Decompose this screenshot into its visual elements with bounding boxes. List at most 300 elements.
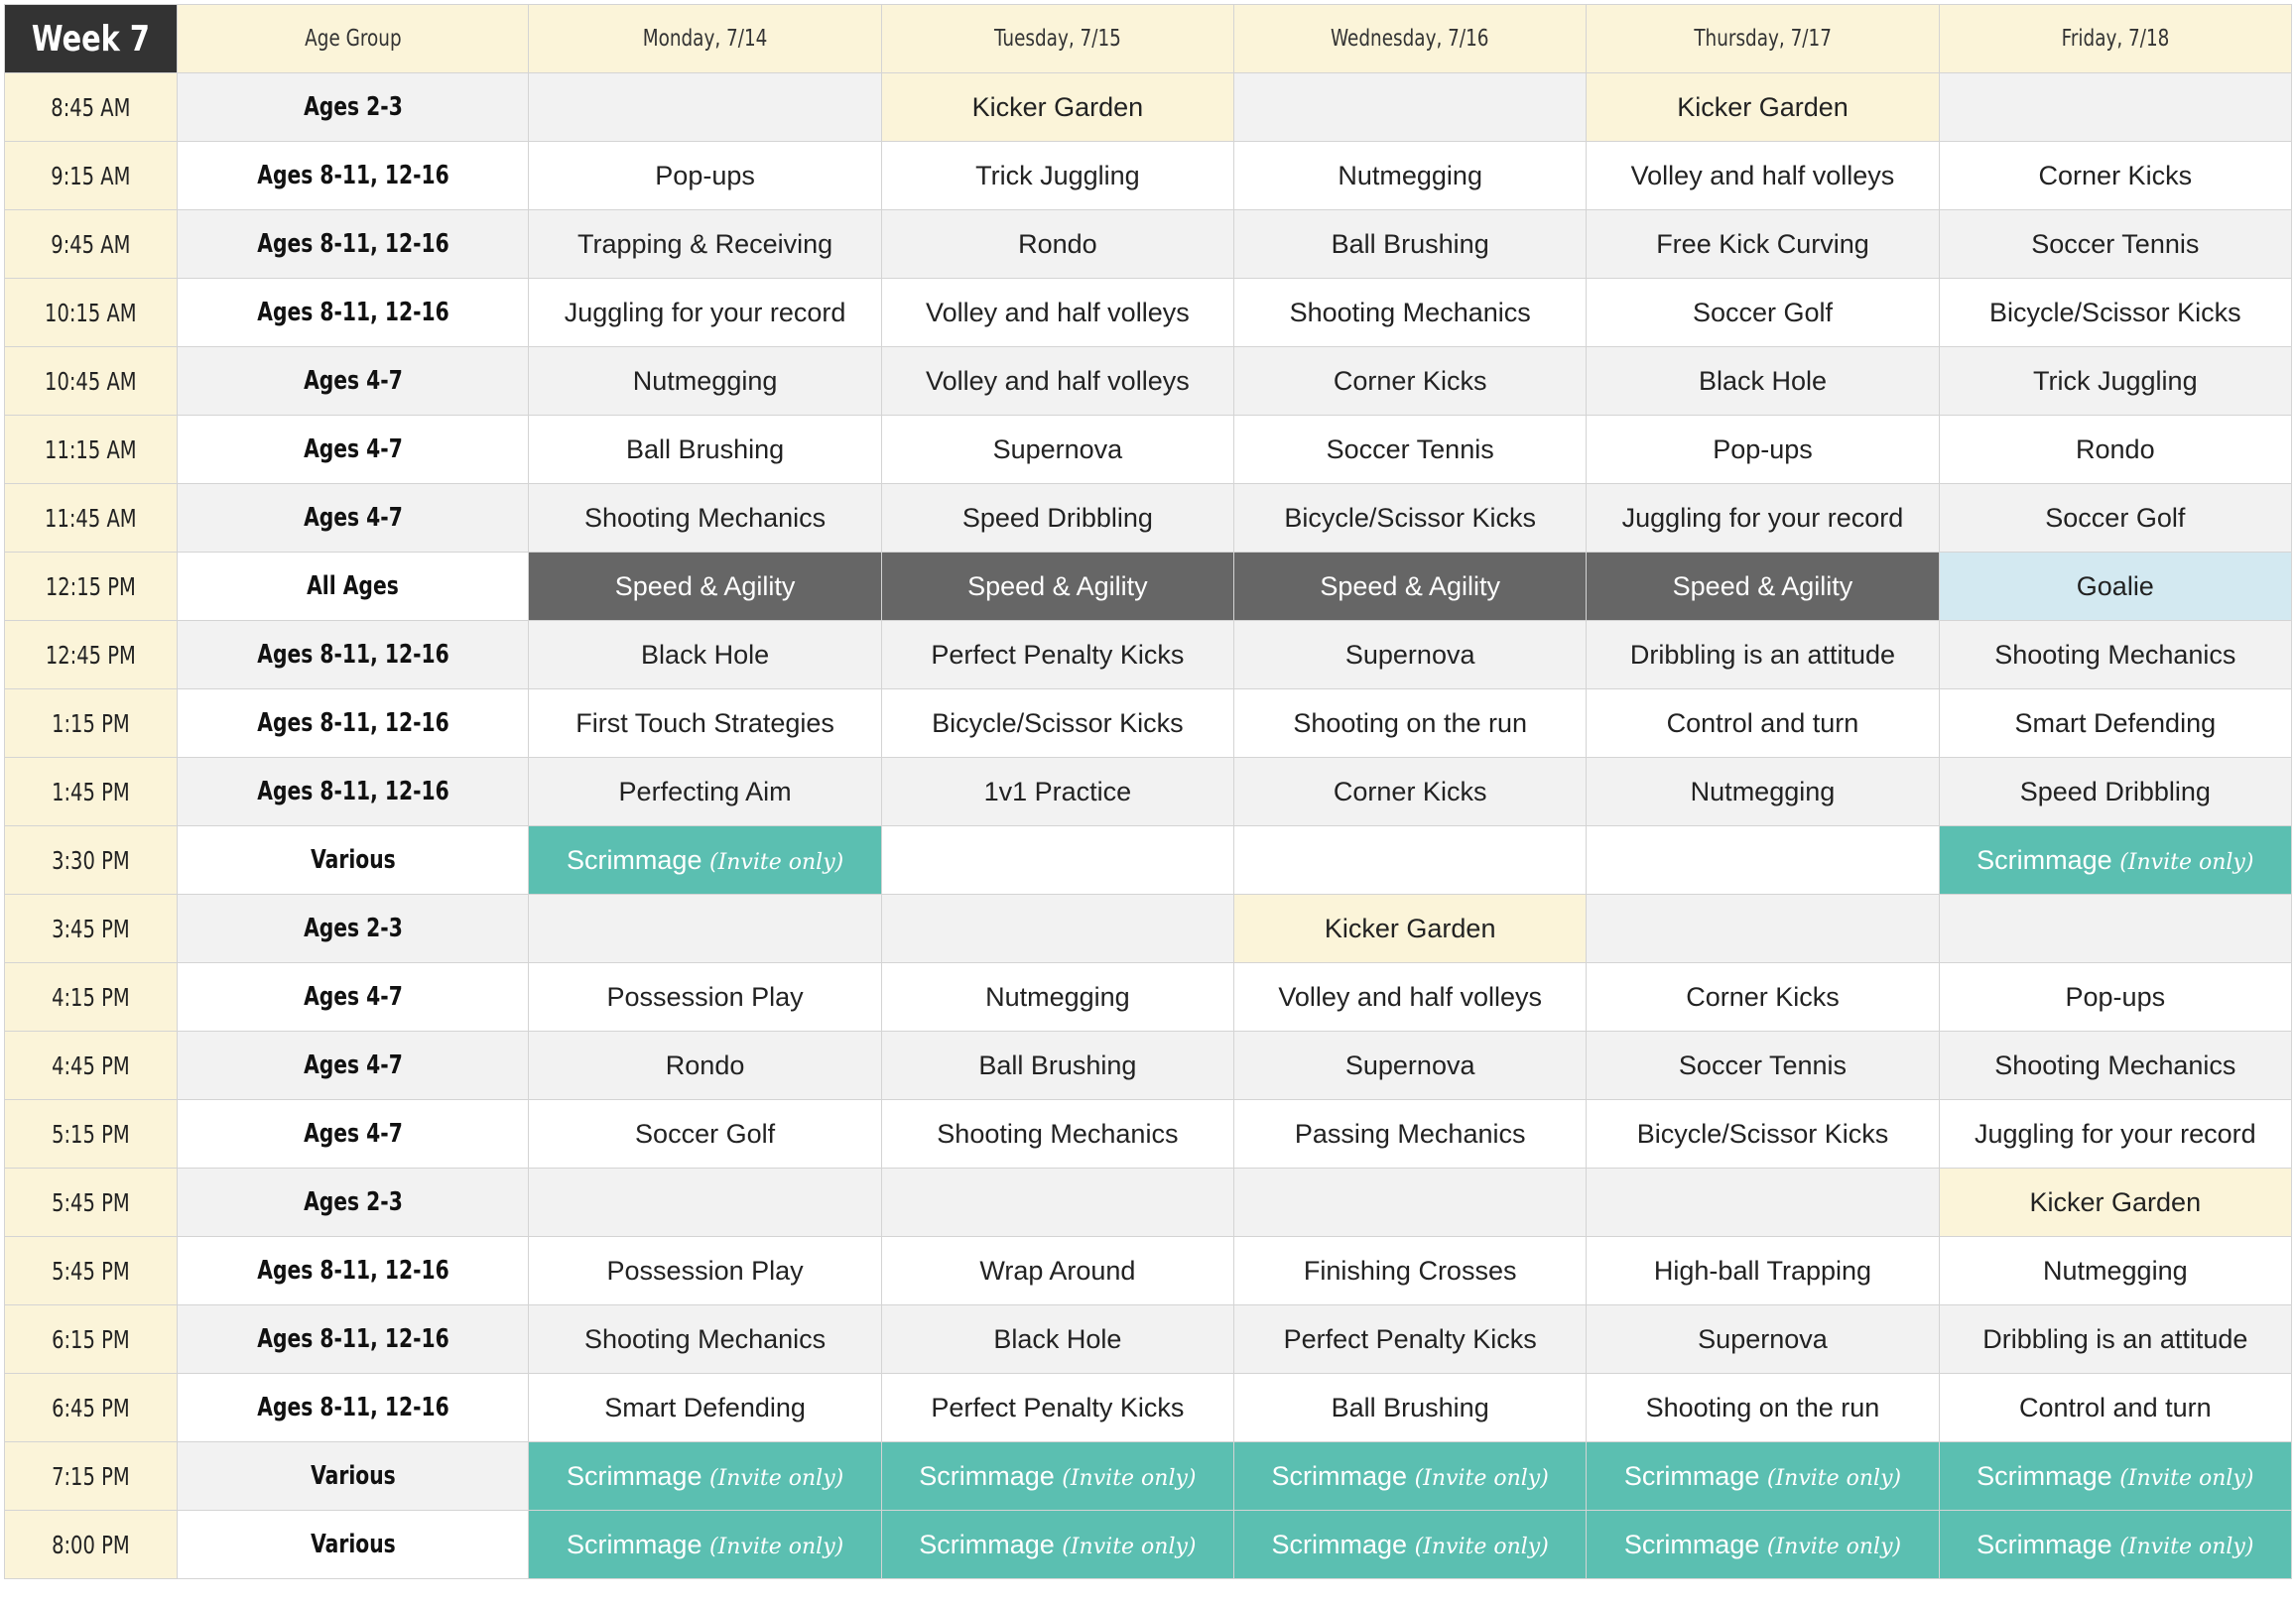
activity-cell-tuesday xyxy=(881,347,1233,416)
time-cell xyxy=(5,1374,178,1442)
day-header-wednesday: Wednesday, 7/16 xyxy=(1234,5,1587,73)
activity-name: Volley and half volleys xyxy=(926,365,1190,396)
activity-name: Passing Mechanics xyxy=(1294,1118,1526,1149)
activity-name: Speed Dribbling xyxy=(961,502,1153,533)
activity-cell-monday xyxy=(529,484,881,553)
invite-only-note: (Invite only) xyxy=(708,1465,844,1491)
day-header-monday: Monday, 7/14 xyxy=(529,5,881,73)
activity-cell-wednesday xyxy=(1234,1100,1587,1169)
activity-cell-monday xyxy=(529,142,881,210)
time-cell xyxy=(5,621,178,689)
activity-name: Corner Kicks xyxy=(1333,776,1487,806)
activity-name: Free Kick Curving xyxy=(1656,228,1869,259)
activity-cell-monday xyxy=(529,279,881,347)
invite-only-note: (Invite only) xyxy=(2119,849,2254,875)
activity-name: Pop-ups xyxy=(2065,981,2166,1012)
activity-name: First Touch Strategies xyxy=(575,707,834,738)
activity-name: Bicycle/Scissor Kicks xyxy=(1989,297,2241,327)
activity-cell-tuesday xyxy=(881,1305,1233,1374)
activity-name: Soccer Tennis xyxy=(1326,433,1494,464)
activity-cell-monday xyxy=(529,1237,881,1305)
age-group-label: Ages 8-11, 12-16 xyxy=(257,229,449,259)
age-group-cell xyxy=(178,963,529,1032)
schedule-row xyxy=(5,484,2292,553)
age-group-cell xyxy=(178,826,529,895)
activity-name: Perfecting Aim xyxy=(618,776,792,806)
activity-cell-tuesday xyxy=(881,1442,1233,1511)
time-label: 4:15 PM xyxy=(52,982,130,1012)
activity-name: Shooting Mechanics xyxy=(937,1118,1179,1149)
activity-name: Scrimmage xyxy=(1271,1529,1408,1559)
activity-name: Perfect Penalty Kicks xyxy=(1283,1323,1537,1354)
activity-name: Scrimmage xyxy=(566,844,702,875)
activity-cell-wednesday xyxy=(1234,210,1587,279)
schedule-row xyxy=(5,621,2292,689)
time-cell xyxy=(5,279,178,347)
schedule-body xyxy=(5,73,2292,1579)
time-cell xyxy=(5,1169,178,1237)
time-cell xyxy=(5,416,178,484)
schedule-row xyxy=(5,1100,2292,1169)
activity-name: Nutmegging xyxy=(1690,776,1836,806)
activity-cell-thursday xyxy=(1587,1511,1939,1579)
time-label: 10:45 AM xyxy=(45,366,137,396)
activity-cell-monday xyxy=(529,895,881,963)
activity-cell-wednesday xyxy=(1234,1305,1587,1374)
time-label: 1:15 PM xyxy=(52,708,130,738)
activity-cell-thursday xyxy=(1587,553,1939,621)
activity-name: Ball Brushing xyxy=(1331,228,1489,259)
header-row xyxy=(5,5,2292,73)
age-group-cell xyxy=(178,484,529,553)
time-label: 5:15 PM xyxy=(52,1119,130,1149)
activity-cell-thursday xyxy=(1587,1374,1939,1442)
time-cell xyxy=(5,73,178,142)
activity-name: Supernova xyxy=(1344,1049,1475,1080)
activity-cell-friday xyxy=(1939,826,2291,895)
activity-name: Corner Kicks xyxy=(1333,365,1487,396)
time-label: 9:15 AM xyxy=(51,161,131,190)
schedule-row xyxy=(5,1032,2292,1100)
activity-cell-thursday xyxy=(1587,895,1939,963)
activity-cell-wednesday xyxy=(1234,1511,1587,1579)
activity-name: Smart Defending xyxy=(2014,707,2217,738)
activity-cell-monday xyxy=(529,553,881,621)
activity-name: High-ball Trapping xyxy=(1653,1255,1872,1286)
invite-only-note: (Invite only) xyxy=(708,1534,844,1559)
activity-cell-tuesday xyxy=(881,210,1233,279)
schedule-row xyxy=(5,553,2292,621)
schedule-table xyxy=(4,4,2292,1579)
activity-cell-wednesday xyxy=(1234,621,1587,689)
activity-cell-tuesday xyxy=(881,1374,1233,1442)
activity-cell-friday xyxy=(1939,1032,2291,1100)
activity-name: Trick Juggling xyxy=(2033,365,2198,396)
time-label: 8:00 PM xyxy=(52,1530,130,1559)
age-group-cell xyxy=(178,1511,529,1579)
age-group-cell xyxy=(178,279,529,347)
age-group-label: Ages 8-11, 12-16 xyxy=(257,1324,449,1354)
activity-cell-wednesday xyxy=(1234,416,1587,484)
activity-name: Scrimmage xyxy=(1623,1460,1760,1491)
activity-cell-friday xyxy=(1939,1169,2291,1237)
activity-cell-friday xyxy=(1939,963,2291,1032)
age-group-cell xyxy=(178,73,529,142)
activity-cell-tuesday xyxy=(881,621,1233,689)
activity-cell-wednesday xyxy=(1234,347,1587,416)
invite-only-note: (Invite only) xyxy=(1766,1465,1902,1491)
activity-cell-thursday xyxy=(1587,826,1939,895)
activity-cell-monday xyxy=(529,1374,881,1442)
age-group-label: Ages 4-7 xyxy=(303,1050,403,1080)
activity-name: Shooting Mechanics xyxy=(1994,1049,2236,1080)
activity-cell-monday xyxy=(529,1169,881,1237)
activity-cell-friday xyxy=(1939,689,2291,758)
day-header-friday: Friday, 7/18 xyxy=(1939,5,2291,73)
activity-cell-thursday xyxy=(1587,1237,1939,1305)
activity-cell-wednesday xyxy=(1234,142,1587,210)
activity-cell-wednesday xyxy=(1234,484,1587,553)
activity-cell-thursday xyxy=(1587,621,1939,689)
activity-name: Shooting Mechanics xyxy=(1289,297,1531,327)
activity-name: Volley and half volleys xyxy=(1630,160,1895,190)
activity-name: Speed & Agility xyxy=(1320,570,1500,601)
activity-cell-wednesday xyxy=(1234,73,1587,142)
activity-name: Kicker Garden xyxy=(1677,91,1849,122)
activity-name: Black Hole xyxy=(993,1323,1122,1354)
activity-name: Juggling for your record xyxy=(1974,1118,2256,1149)
time-cell xyxy=(5,553,178,621)
activity-cell-thursday xyxy=(1587,210,1939,279)
age-group-label: Various xyxy=(310,845,396,875)
age-group-cell xyxy=(178,142,529,210)
activity-cell-friday xyxy=(1939,279,2291,347)
activity-name: Nutmegging xyxy=(985,981,1130,1012)
age-group-label: All Ages xyxy=(307,571,400,601)
activity-cell-tuesday xyxy=(881,1100,1233,1169)
activity-cell-monday xyxy=(529,1442,881,1511)
activity-name: Pop-ups xyxy=(655,160,755,190)
activity-name: Soccer Tennis xyxy=(2031,228,2200,259)
activity-name: Kicker Garden xyxy=(2029,1186,2202,1217)
time-cell xyxy=(5,895,178,963)
activity-cell-monday xyxy=(529,689,881,758)
age-group-label: Ages 8-11, 12-16 xyxy=(257,708,449,738)
activity-name: Rondo xyxy=(2076,433,2155,464)
activity-name: Bicycle/Scissor Kicks xyxy=(1636,1118,1889,1149)
age-group-label: Ages 8-11, 12-16 xyxy=(257,777,449,806)
activity-name: Supernova xyxy=(992,433,1123,464)
activity-name: Perfect Penalty Kicks xyxy=(931,1392,1185,1422)
day-header-thursday: Thursday, 7/17 xyxy=(1587,5,1939,73)
age-group-label: Ages 8-11, 12-16 xyxy=(257,1256,449,1286)
activity-cell-monday xyxy=(529,1511,881,1579)
activity-cell-tuesday xyxy=(881,279,1233,347)
activity-cell-tuesday xyxy=(881,553,1233,621)
time-label: 11:15 AM xyxy=(45,434,137,464)
activity-name: Possession Play xyxy=(606,981,804,1012)
activity-cell-wednesday xyxy=(1234,689,1587,758)
activity-cell-tuesday xyxy=(881,416,1233,484)
age-group-label: Ages 4-7 xyxy=(303,366,403,396)
activity-cell-thursday xyxy=(1587,416,1939,484)
activity-name: 1v1 Practice xyxy=(983,776,1132,806)
activity-name: Shooting on the run xyxy=(1645,1392,1880,1422)
activity-name: Scrimmage xyxy=(1623,1529,1760,1559)
activity-name: Ball Brushing xyxy=(626,433,785,464)
age-group-cell xyxy=(178,210,529,279)
activity-cell-monday xyxy=(529,1032,881,1100)
schedule-row xyxy=(5,758,2292,826)
day-header-tuesday: Tuesday, 7/15 xyxy=(881,5,1233,73)
activity-name: Scrimmage xyxy=(1271,1460,1408,1491)
time-cell xyxy=(5,484,178,553)
activity-cell-thursday xyxy=(1587,142,1939,210)
time-cell xyxy=(5,963,178,1032)
activity-cell-tuesday xyxy=(881,895,1233,963)
age-group-cell xyxy=(178,553,529,621)
time-label: 9:45 AM xyxy=(51,229,131,259)
activity-cell-friday xyxy=(1939,347,2291,416)
activity-name: Control and turn xyxy=(1666,707,1859,738)
time-cell xyxy=(5,210,178,279)
activity-cell-friday xyxy=(1939,1374,2291,1442)
activity-name: Control and turn xyxy=(2019,1392,2212,1422)
activity-cell-monday xyxy=(529,758,881,826)
activity-cell-tuesday xyxy=(881,1169,1233,1237)
activity-cell-monday xyxy=(529,347,881,416)
activity-cell-wednesday xyxy=(1234,826,1587,895)
activity-cell-tuesday xyxy=(881,142,1233,210)
activity-cell-thursday xyxy=(1587,347,1939,416)
age-group-label: Ages 4-7 xyxy=(303,1119,403,1149)
activity-cell-thursday xyxy=(1587,1169,1939,1237)
time-label: 3:45 PM xyxy=(52,914,130,943)
schedule-row xyxy=(5,963,2292,1032)
activity-cell-monday xyxy=(529,416,881,484)
age-group-cell xyxy=(178,689,529,758)
age-group-cell xyxy=(178,1032,529,1100)
activity-cell-friday xyxy=(1939,142,2291,210)
activity-cell-thursday xyxy=(1587,758,1939,826)
activity-cell-wednesday xyxy=(1234,1374,1587,1442)
activity-name: Bicycle/Scissor Kicks xyxy=(932,707,1184,738)
activity-name: Juggling for your record xyxy=(1621,502,1904,533)
activity-name: Shooting Mechanics xyxy=(1994,639,2236,670)
schedule-row xyxy=(5,895,2292,963)
activity-cell-monday xyxy=(529,210,881,279)
activity-name: Volley and half volleys xyxy=(926,297,1190,327)
activity-cell-tuesday xyxy=(881,963,1233,1032)
activity-name: Rondo xyxy=(665,1049,745,1080)
invite-only-note: (Invite only) xyxy=(1062,1534,1197,1559)
activity-cell-monday xyxy=(529,1305,881,1374)
age-group-cell xyxy=(178,347,529,416)
schedule-row xyxy=(5,416,2292,484)
invite-only-note: (Invite only) xyxy=(1766,1534,1902,1559)
age-group-label: Ages 2-3 xyxy=(303,1187,403,1217)
activity-cell-tuesday xyxy=(881,73,1233,142)
activity-cell-friday xyxy=(1939,1305,2291,1374)
time-label: 6:15 PM xyxy=(52,1324,130,1354)
schedule-row xyxy=(5,1169,2292,1237)
age-group-cell xyxy=(178,1442,529,1511)
time-cell xyxy=(5,1442,178,1511)
activity-cell-tuesday xyxy=(881,1032,1233,1100)
schedule-row xyxy=(5,1237,2292,1305)
activity-cell-friday xyxy=(1939,621,2291,689)
activity-name: Shooting on the run xyxy=(1293,707,1528,738)
time-cell xyxy=(5,689,178,758)
activity-name: Ball Brushing xyxy=(1331,1392,1489,1422)
invite-only-note: (Invite only) xyxy=(2119,1534,2254,1559)
activity-name: Dribbling is an attitude xyxy=(1982,1323,2248,1354)
activity-name: Soccer Tennis xyxy=(1678,1049,1848,1080)
time-label: 5:45 PM xyxy=(52,1187,130,1217)
activity-name: Soccer Golf xyxy=(1692,297,1833,327)
activity-name: Shooting Mechanics xyxy=(584,1323,827,1354)
activity-name: Finishing Crosses xyxy=(1303,1255,1517,1286)
activity-cell-friday xyxy=(1939,416,2291,484)
schedule-row xyxy=(5,826,2292,895)
time-label: 7:15 PM xyxy=(52,1461,130,1491)
activity-cell-wednesday xyxy=(1234,758,1587,826)
activity-name: Speed Dribbling xyxy=(2019,776,2211,806)
activity-name: Nutmegging xyxy=(632,365,778,396)
activity-name: Scrimmage xyxy=(1977,1529,2112,1559)
time-label: 8:45 AM xyxy=(51,92,131,122)
time-label: 11:45 AM xyxy=(45,503,137,533)
activity-name: Trick Juggling xyxy=(975,160,1140,190)
activity-cell-friday xyxy=(1939,73,2291,142)
activity-cell-friday xyxy=(1939,895,2291,963)
activity-name: Soccer Golf xyxy=(635,1118,776,1149)
activity-cell-tuesday xyxy=(881,826,1233,895)
age-group-label: Ages 2-3 xyxy=(303,914,403,943)
activity-name: Scrimmage xyxy=(919,1460,1055,1491)
age-group-label: Ages 4-7 xyxy=(303,434,403,464)
time-cell xyxy=(5,1237,178,1305)
schedule-row xyxy=(5,347,2292,416)
activity-cell-monday xyxy=(529,963,881,1032)
time-cell xyxy=(5,1305,178,1374)
time-cell xyxy=(5,1100,178,1169)
activity-cell-thursday xyxy=(1587,1032,1939,1100)
activity-cell-wednesday xyxy=(1234,895,1587,963)
activity-cell-friday xyxy=(1939,1100,2291,1169)
activity-name: Supernova xyxy=(1698,1323,1828,1354)
time-label: 3:30 PM xyxy=(52,845,130,875)
activity-cell-tuesday xyxy=(881,689,1233,758)
time-cell xyxy=(5,758,178,826)
schedule-row xyxy=(5,1511,2292,1579)
activity-name: Nutmegging xyxy=(1338,160,1482,190)
schedule-row xyxy=(5,1305,2292,1374)
activity-name: Bicycle/Scissor Kicks xyxy=(1284,502,1536,533)
age-group-cell xyxy=(178,1100,529,1169)
activity-cell-friday xyxy=(1939,758,2291,826)
activity-cell-tuesday xyxy=(881,484,1233,553)
time-cell xyxy=(5,142,178,210)
schedule-row xyxy=(5,689,2292,758)
age-group-header: Age Group xyxy=(178,5,529,73)
time-cell xyxy=(5,1511,178,1579)
age-group-label: Ages 8-11, 12-16 xyxy=(257,161,449,190)
activity-name: Scrimmage xyxy=(566,1529,702,1559)
age-group-label: Ages 4-7 xyxy=(303,503,403,533)
activity-cell-wednesday xyxy=(1234,1032,1587,1100)
age-group-label: Various xyxy=(310,1461,396,1491)
activity-name: Soccer Golf xyxy=(2045,502,2186,533)
activity-name: Ball Brushing xyxy=(978,1049,1137,1080)
schedule-row xyxy=(5,73,2292,142)
invite-only-note: (Invite only) xyxy=(708,849,844,875)
activity-cell-thursday xyxy=(1587,1305,1939,1374)
activity-name: Wrap Around xyxy=(979,1255,1136,1286)
activity-name: Black Hole xyxy=(1698,365,1827,396)
time-label: 5:45 PM xyxy=(52,1256,130,1286)
activity-cell-thursday xyxy=(1587,1100,1939,1169)
activity-name: Goalie xyxy=(2076,570,2154,601)
age-group-label: Ages 8-11, 12-16 xyxy=(257,1393,449,1422)
activity-cell-monday xyxy=(529,1100,881,1169)
activity-name: Scrimmage xyxy=(919,1529,1055,1559)
time-label: 12:45 PM xyxy=(46,640,137,670)
activity-name: Shooting Mechanics xyxy=(584,502,827,533)
time-label: 10:15 AM xyxy=(45,298,137,327)
age-group-label: Ages 8-11, 12-16 xyxy=(257,298,449,327)
activity-name: Speed & Agility xyxy=(967,570,1148,601)
age-group-cell xyxy=(178,621,529,689)
activity-name: Volley and half volleys xyxy=(1278,981,1543,1012)
activity-cell-friday xyxy=(1939,1511,2291,1579)
time-cell xyxy=(5,826,178,895)
age-group-cell xyxy=(178,416,529,484)
age-group-cell xyxy=(178,1169,529,1237)
activity-name: Scrimmage xyxy=(1977,844,2112,875)
activity-name: Juggling for your record xyxy=(564,297,846,327)
activity-cell-friday xyxy=(1939,1442,2291,1511)
activity-name: Kicker Garden xyxy=(1324,913,1496,943)
activity-cell-monday xyxy=(529,826,881,895)
time-label: 4:45 PM xyxy=(52,1050,130,1080)
age-group-cell xyxy=(178,1305,529,1374)
age-group-cell xyxy=(178,758,529,826)
activity-cell-monday xyxy=(529,73,881,142)
schedule-row xyxy=(5,279,2292,347)
activity-cell-tuesday xyxy=(881,758,1233,826)
activity-cell-wednesday xyxy=(1234,553,1587,621)
age-group-label: Various xyxy=(310,1530,396,1559)
activity-cell-thursday xyxy=(1587,689,1939,758)
time-label: 6:45 PM xyxy=(52,1393,130,1422)
activity-cell-tuesday xyxy=(881,1511,1233,1579)
activity-cell-friday xyxy=(1939,553,2291,621)
activity-name: Smart Defending xyxy=(604,1392,806,1422)
activity-cell-tuesday xyxy=(881,1237,1233,1305)
activity-cell-thursday xyxy=(1587,73,1939,142)
schedule-row xyxy=(5,210,2292,279)
invite-only-note: (Invite only) xyxy=(1414,1465,1549,1491)
invite-only-note: (Invite only) xyxy=(1062,1465,1197,1491)
schedule-row xyxy=(5,1442,2292,1511)
activity-cell-wednesday xyxy=(1234,1237,1587,1305)
time-label: 12:15 PM xyxy=(46,571,137,601)
age-group-label: Ages 8-11, 12-16 xyxy=(257,640,449,670)
activity-cell-thursday xyxy=(1587,484,1939,553)
age-group-cell xyxy=(178,895,529,963)
activity-name: Dribbling is an attitude xyxy=(1629,639,1896,670)
